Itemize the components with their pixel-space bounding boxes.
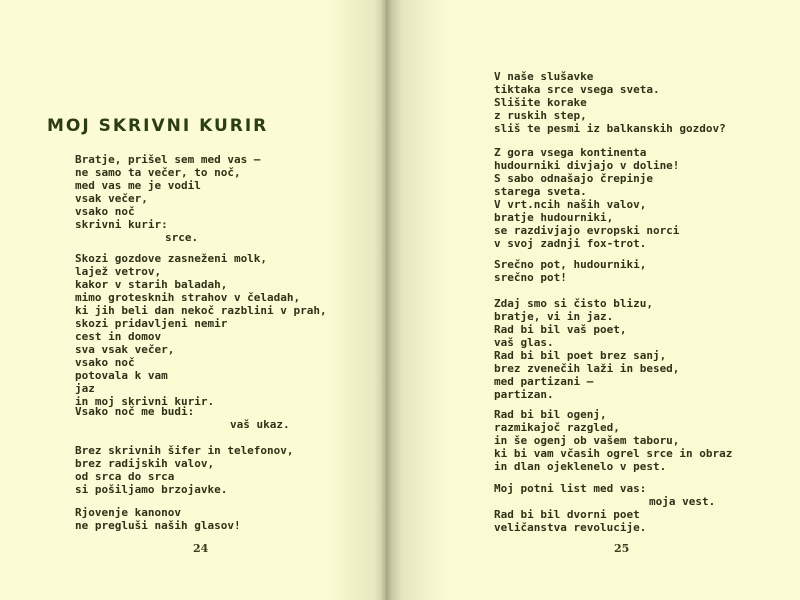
verse-line: partizan. <box>494 388 554 401</box>
verse-line: moja vest. <box>649 495 716 508</box>
verse-line: Moj potni list med vas: <box>494 482 647 495</box>
verse-line: brez radijskih valov, <box>75 457 215 470</box>
verse-line: veličanstva revolucije. <box>494 521 647 534</box>
verse-line: ne pregluši naših glasov! <box>75 519 241 532</box>
stanza-6 <box>494 482 715 534</box>
verse-line: med partizani — <box>494 375 594 388</box>
verse-line: ki jih beli dan nekoč razblini v prah, <box>75 304 327 317</box>
verse-line: Brez skrivnih šifer in telefonov, <box>75 444 294 457</box>
verse-line: bratje hudourniki, <box>494 211 614 224</box>
verse-line: Bratje, prišel sem med vas — <box>75 153 261 166</box>
verse-line: tiktaka srce vsega sveta. <box>494 83 660 96</box>
verse-line: Vsako noč me budi: <box>75 405 195 418</box>
verse-line: Rad bi bil poet brez sanj, <box>494 349 667 362</box>
verse-line: in moj skrivni kurir. <box>75 395 215 408</box>
verse-line: ki bi vam včasih ogrel srce in obraz <box>494 447 733 460</box>
book-gutter <box>380 0 392 600</box>
stanza-5 <box>494 408 732 473</box>
verse-line: vsak večer, <box>75 192 148 205</box>
stanza-4 <box>75 444 294 496</box>
stanza-1 <box>75 153 260 244</box>
verse-line: vsako noč <box>75 205 135 218</box>
verse-line: srce. <box>165 231 199 244</box>
verse-line: in še ogenj ob vašem taboru, <box>494 434 680 447</box>
verse-line: V vrt.ncih naših valov, <box>494 198 647 211</box>
verse-line: Skozi gozdove zasneženi molk, <box>75 252 268 265</box>
verse-line: starega sveta. <box>494 185 587 198</box>
verse-line: od srca do srca <box>75 470 175 483</box>
stanza-4 <box>494 297 679 401</box>
verse-line: V naše slušavke <box>494 70 594 83</box>
verse-line: sva vsak večer, <box>75 343 175 356</box>
verse-line: Z gora vsega kontinenta <box>494 146 647 159</box>
verse-line: bratje, vi in jaz. <box>494 310 614 323</box>
verse-line: vaš ukaz. <box>230 418 290 431</box>
page-number-left: 24 <box>193 542 209 555</box>
verse-line: Srečno pot, hudourniki, <box>494 258 647 271</box>
verse-line: Rad bi bil vaš poet, <box>494 323 627 336</box>
verse-line: Rad bi bil ogenj, <box>494 408 607 421</box>
verse-line: jaz <box>75 382 95 395</box>
verse-line: skrivni kurir: <box>75 218 168 231</box>
verse-line: Slišite korake <box>494 96 587 109</box>
poem-title: MOJ SKRIVNI KURIR <box>47 116 269 136</box>
verse-line: S sabo odnašajo črepinje <box>494 172 653 185</box>
verse-line: srečno pot! <box>494 271 567 284</box>
stanza-5 <box>75 506 241 532</box>
verse-line: kakor v starih baladah, <box>75 278 228 291</box>
left-page <box>0 0 386 600</box>
verse-line: z ruskih step, <box>494 109 587 122</box>
verse-line: Rad bi bil dvorni poet <box>494 508 640 521</box>
page-number-right: 25 <box>614 542 630 555</box>
stanza-3 <box>75 405 290 431</box>
verse-line: si pošiljamo brzojavke. <box>75 483 228 496</box>
verse-line: skozi pridavljeni nemir <box>75 317 228 330</box>
verse-line: cest in domov <box>75 330 162 343</box>
verse-line: potovala k vam <box>75 369 168 382</box>
verse-line: lajež vetrov, <box>75 265 162 278</box>
verse-line: vsako noč <box>75 356 135 369</box>
verse-line: razmikajoč razgled, <box>494 421 620 434</box>
right-page <box>386 0 800 600</box>
verse-line: v svoj zadnji fox-trot. <box>494 237 647 250</box>
verse-line: Zdaj smo si čisto blizu, <box>494 297 653 310</box>
verse-line: hudourniki divjajo v doline! <box>494 159 680 172</box>
verse-line: se razdivjajo evropski norci <box>494 224 680 237</box>
stanza-3 <box>494 258 646 284</box>
verse-line: mimo grotesknih strahov v čeladah, <box>75 291 301 304</box>
verse-line: in dlan ojeklenelo v pest. <box>494 460 667 473</box>
verse-line: brez zvenečih laži in besed, <box>494 362 680 375</box>
stanza-2 <box>75 252 327 408</box>
verse-line: vaš glas. <box>494 336 554 349</box>
verse-line: Rjovenje kanonov <box>75 506 181 519</box>
stanza-2 <box>494 146 679 250</box>
verse-line: sliš te pesmi iz balkanskih gozdov? <box>494 122 726 135</box>
verse-line: ne samo ta večer, to noč, <box>75 166 241 179</box>
verse-line: med vas me je vodil <box>75 179 201 192</box>
stanza-1 <box>494 70 726 135</box>
